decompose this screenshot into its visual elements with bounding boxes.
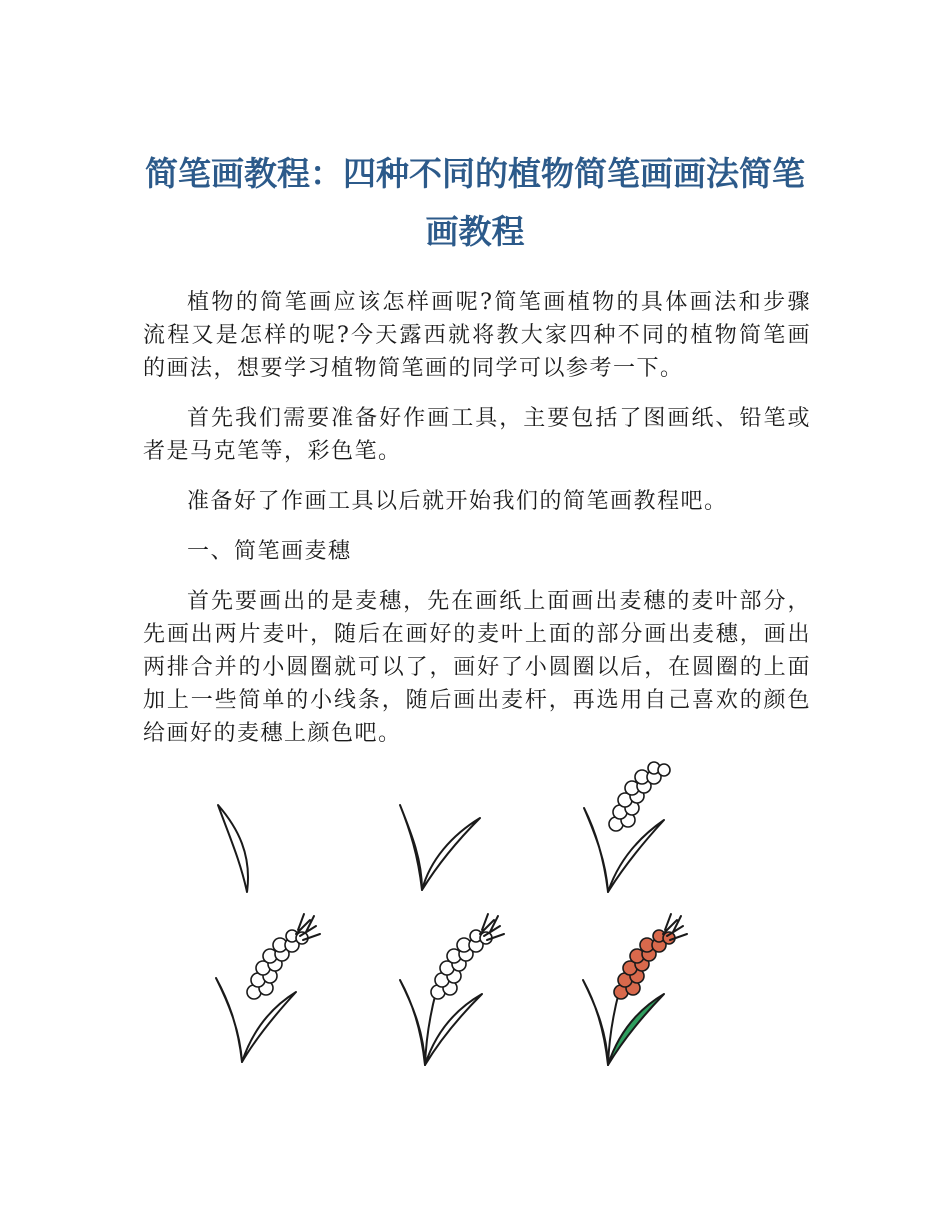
section-heading-wheat: 一、简笔画麦穗 bbox=[187, 539, 352, 564]
wheat-drawing-steps-figure bbox=[190, 760, 730, 1090]
step-1-single-leaf bbox=[218, 805, 248, 892]
tools-paragraph: 首先我们需要准备好作画工具，主要包括了图画纸、铅笔或者是马克笔等，彩色笔。 bbox=[143, 406, 811, 464]
wheat-steps-illustration bbox=[190, 760, 730, 1090]
start-paragraph: 准备好了作画工具以后就开始我们的简笔画教程吧。 bbox=[187, 489, 728, 514]
step-5-with-stalk bbox=[400, 914, 504, 1065]
step-2-two-leaves bbox=[400, 805, 480, 890]
wheat-steps-paragraph: 首先要画出的是麦穗，先在画纸上面画出麦穗的麦叶部分，先画出两片麦叶，随后在画好的麦叶上面的部分画出麦穗，画出两排合并的小圆圈就可以了，画好了小圆圈以后，在圆圈的上面加上一些简单的小线条，随后画出麦杆，再选用自己喜欢的颜色给画好的麦穗上颜色吧。 bbox=[143, 589, 811, 746]
step-3-leaves-and-grains bbox=[584, 762, 670, 892]
step-4-grains-with-awns bbox=[216, 914, 320, 1062]
article-body bbox=[143, 286, 811, 767]
page-title: 简笔画教程：四种不同的植物简笔画画法简笔画教程 bbox=[145, 154, 805, 251]
step-6-colored-wheat bbox=[583, 914, 687, 1065]
intro-paragraph: 植物的简笔画应该怎样画呢?简笔画植物的具体画法和步骤流程又是怎样的呢?今天露西就将教大家四种不同的植物简笔画的画法，想要学习植物简笔画的同学可以参考一下。 bbox=[143, 290, 811, 381]
